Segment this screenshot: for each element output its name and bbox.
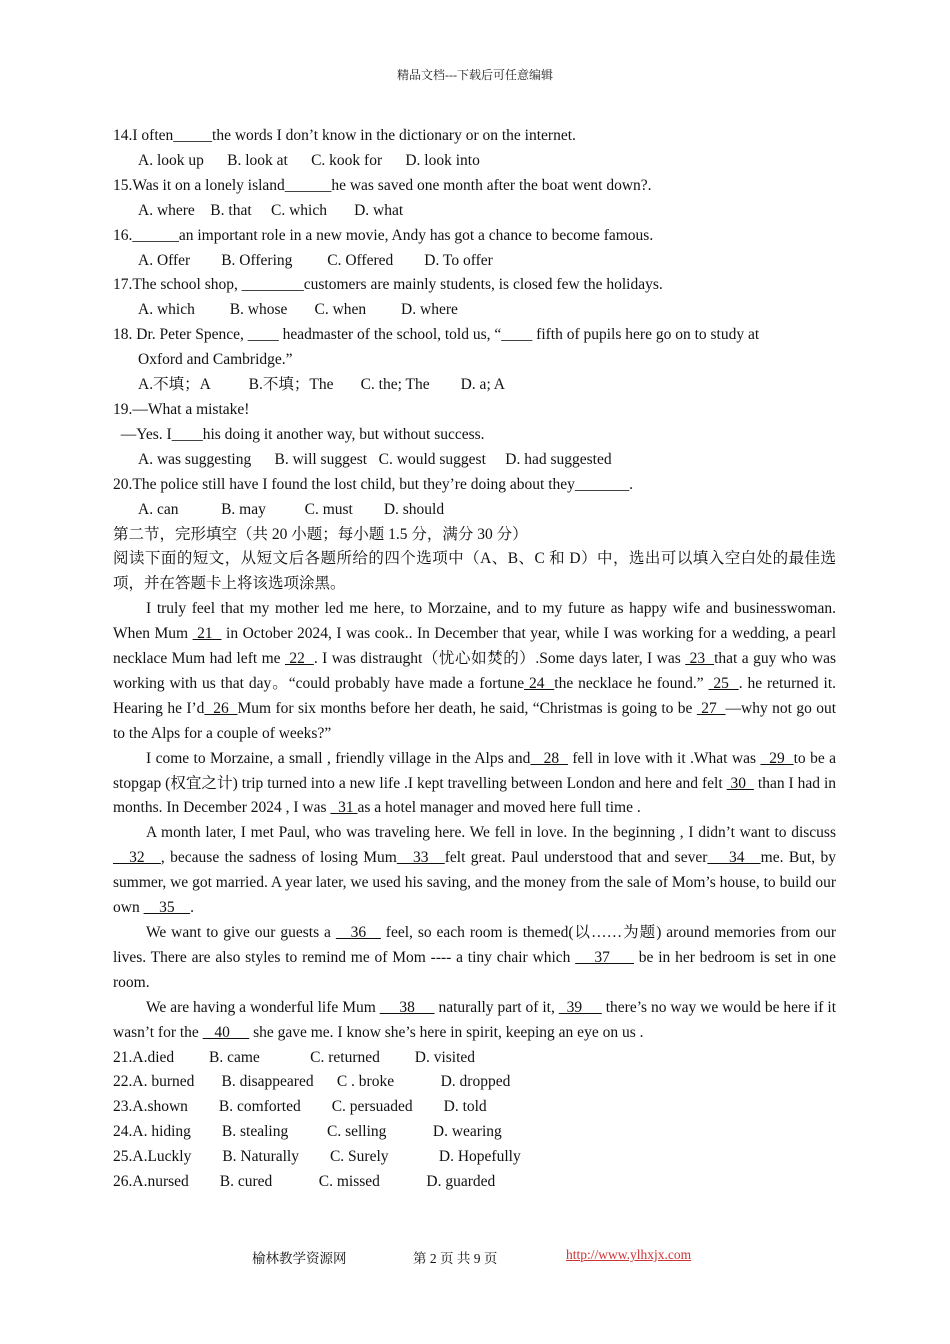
options: A. can B. may C. must D. should — [138, 500, 445, 518]
blank-39: 39 — [558, 998, 602, 1016]
blank-23: 23 — [685, 650, 715, 668]
blank-27: 27 — [696, 699, 726, 717]
options: A. was suggesting B. will suggest C. would suggest D. had suggested — [138, 450, 612, 468]
answer-options-21: 21.A.died B. came C. returned D. visited — [113, 1048, 476, 1066]
question-18: 18. Dr. Peter Spence, ____ headmaster of the school, told us, “____ fifth of pupils here go on to study at Oxford and Cambridge.” A.不填；A B.不填；The C. the; The D. a; A — [113, 323, 836, 398]
options: A. which B. whose C. when D. where — [138, 301, 458, 319]
passage-paragraph-3: A month later, I met Paul, who was traveling here. We fell in love. In the beginning , I didn’t want to discuss 32 , because the sadness of losing Mum 33 felt great. Paul understood that and sever 34 me. But, by summer, we got married. A year later, we used his saving, and the money from the sale of Mom’s house, to build our own 35 . — [113, 824, 837, 917]
question-16: 16.______an important role in a new movie, Andy has got a chance to become famous. A. Offer B. Offering C. Offered D. To offer — [113, 224, 836, 274]
section-title: 第二节，完形填空（共 20 小题；每小题 1.5 分，满分 30 分） — [113, 525, 528, 543]
blank-33: 33 — [396, 849, 445, 867]
instructions: 阅读下面的短文，从短文后各题所给的四个选项中（A、B、C 和 D）中，选出可以填入空白处的最佳选项，并在答题卡上将该选项涂黑。 — [113, 550, 836, 593]
answer-options-24: 24.A. hiding B. stealing C. selling D. wearing — [113, 1123, 502, 1141]
blank-37: 37 — [575, 948, 634, 966]
answer-options-23: 23.A.shown B. comforted C. persuaded D. told — [113, 1098, 487, 1116]
blank-26: 26 — [204, 699, 238, 717]
passage-paragraph-4: We want to give our guests a 36 feel, so each room is themed(以……为题) around memories from our lives. There are also styles to remind me of Mom ---- a tiny chair which 37 be in her bedroom is set in one room. — [113, 924, 836, 991]
blank-38: 38 — [379, 998, 435, 1016]
answer-options-22: 22.A. burned B. disappeared C . broke D. dropped — [113, 1073, 511, 1091]
question-15: 15.Was it on a lonely island______he was saved one month after the boat went down?. A. where B. that C. which D. what — [113, 174, 836, 224]
answer-options-26: 26.A.nursed B. cured C. missed D. guarded — [113, 1173, 496, 1191]
blank-32: 32 — [113, 849, 161, 867]
blank-21: 21 — [192, 625, 222, 643]
blank-24: 24 — [524, 674, 555, 692]
page-content — [113, 124, 836, 1195]
footer-url-link[interactable]: http://www.ylhxjx.com — [566, 1247, 692, 1262]
options: A.不填；A B.不填；The C. the; The D. a; A — [138, 376, 505, 394]
answer-options-25: 25.A.Luckly B. Naturally C. Surely D. Hopefully — [113, 1148, 521, 1166]
blank-31: 31 — [330, 799, 358, 817]
question-17: 17.The school shop, ________customers are mainly students, is closed few the holidays. A. which B. whose C. when D. where — [113, 273, 836, 323]
passage-paragraph-5: We are having a wonderful life Mum 38 naturally part of it, 39 there’s no way we would be here if it wasn’t for the 40 she gave me. I know she’s here in spirit, keeping an eye on us . — [113, 998, 837, 1041]
blank-40: 40 — [202, 1023, 250, 1041]
answer-options-list — [113, 1046, 836, 1195]
question-19: 19.—What a mistake! —Yes. I____his doing it another way, but without success. A. was suggesting B. will suggest C. would suggest D. had suggested — [113, 398, 836, 473]
page-header: 精品文档---下载后可任意编辑 — [397, 68, 553, 82]
question-20: 20.The police still have I found the lost child, but they’re doing about they_______. A. can B. may C. must D. should — [113, 473, 836, 523]
blank-25: 25 — [708, 674, 739, 692]
options: A. where B. that C. which D. what — [138, 201, 404, 219]
footer-page-number: 第 2 页 共 9 页 — [413, 1251, 498, 1266]
options: A. Offer B. Offering C. Offered D. To offer — [138, 251, 493, 269]
passage-paragraph-1: I truly feel that my mother led me here, to Morzaine, and to my future as happy wife and businesswoman. When Mum 21 in October 2024, I was cook.. In December that year, while I was working for a wedding, a pearl necklace Mum had left me 22 . I was distraught（忧心如焚的）.Some days later, I was 23 that a guy who was working with us that day。“could probably have made a fortune 24 the necklace he found.” 25 . he returned it. Hearing he I’d 26 Mum for six months before her death, he said, “Christmas is going to be 27 —why not go out to the Alps for a couple of weeks?” — [113, 600, 837, 742]
footer-site-name: 榆林教学资源网 — [252, 1251, 347, 1266]
blank-34: 34 — [707, 849, 761, 867]
blank-36: 36 — [335, 924, 381, 941]
passage-paragraph-2: I come to Morzaine, a small , friendly village in the Alps and 28 fell in love with it .What was 29 to be a stopgap (权宜之计) trip turned into a new life .I kept travelling between London and here and felt 30 than I had in months. In December 2024 , I was 31 as a hotel manager and moved here full time . — [113, 749, 836, 817]
blank-28: 28 — [530, 749, 568, 767]
options: A. look up B. look at C. kook for D. look into — [138, 151, 480, 169]
blank-22: 22 — [284, 650, 314, 668]
blank-35: 35 — [143, 899, 191, 917]
blank-29: 29 — [760, 749, 794, 767]
question-14: 14.I often_____the words I don’t know in the dictionary or on the internet. A. look up B. look at C. kook for D. look into — [113, 124, 836, 174]
blank-30: 30 — [726, 774, 754, 792]
